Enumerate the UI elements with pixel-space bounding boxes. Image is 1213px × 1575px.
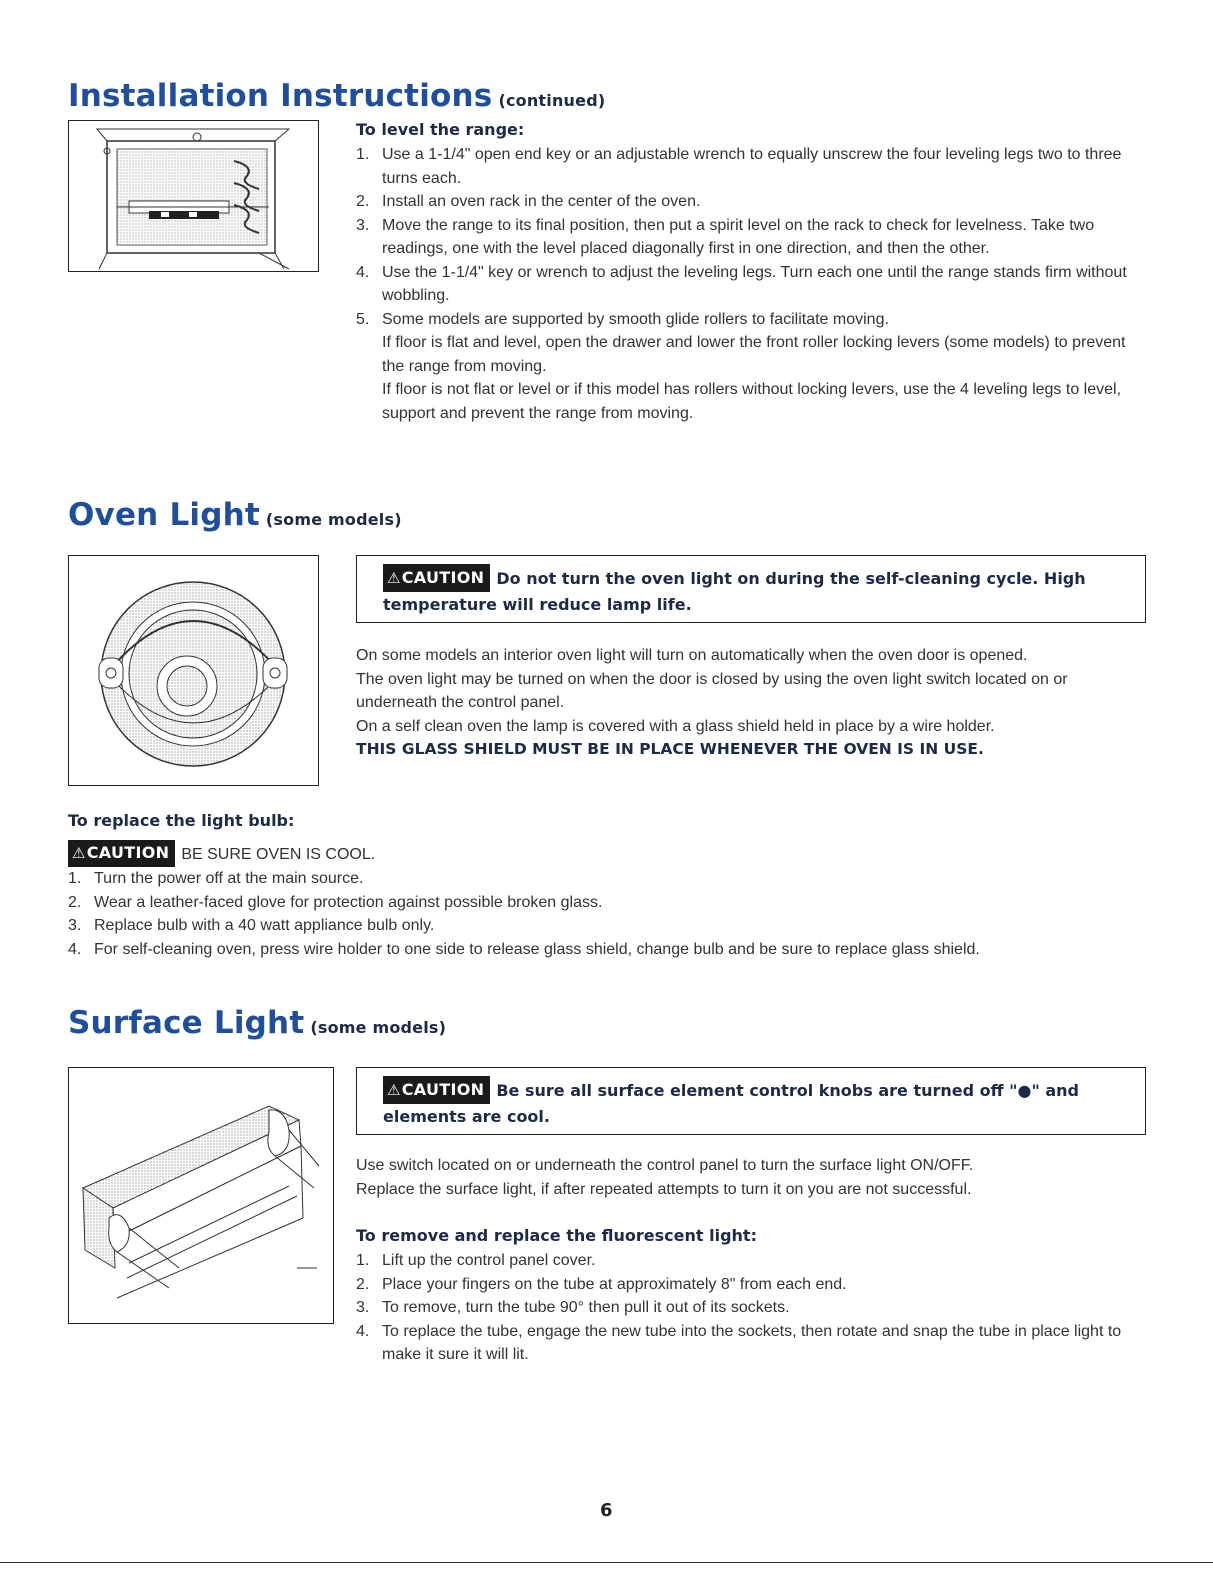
step-text: Some models are supported by smooth glide rollers to facilitate moving. [382,310,889,328]
caution-label: CAUTION [401,1080,485,1099]
caution-label: CAUTION [86,843,170,862]
oven-lamp-drawing [69,556,318,785]
warning-triangle-icon: ⚠ [72,844,86,862]
installation-subtitle: (continued) [498,91,606,110]
oven-interior-drawing [69,121,318,271]
page-number: 6 [600,1500,613,1521]
step-text: Use the 1-1/4" key or wrench to adjust the leveling legs. Turn each one until the range stands firm without wobbling. [382,263,1127,304]
oven-light-subtitle: (some models) [265,510,402,529]
caution-label: CAUTION [401,568,485,587]
list-item [356,1320,1146,1367]
surface-light-caution-message [383,1076,1135,1130]
oven-light-caution-box [356,555,1146,623]
step-number: 4. [68,940,82,958]
oven-light-description [356,644,1146,762]
step-number: 4. [356,263,370,281]
step-number: 2. [356,193,370,210]
caution-text: BE SURE OVEN IS COOL. [181,846,376,863]
list-item [356,308,1146,426]
section-surface-light-title [68,1005,446,1041]
list-item [356,214,1146,261]
fluorescent-tube-drawing [69,1068,333,1323]
section-installation-title [68,78,605,114]
replace-bulb-heading: To replace the light bulb: [68,811,295,830]
step5-floor-level-note: If floor is flat and level, open the drawer and lower the front roller locking levers (some models) to prevent the range from moving. [382,334,1126,375]
step-text: Use a 1-1/4" open end key or an adjustable wrench to equally unscrew the four leveling legs two to three turns each. [382,146,1122,187]
caution-badge [68,840,175,867]
step-number: 3. [356,1299,370,1316]
paragraph: On some models an interior oven light will turn on automatically when the oven door is opened. [356,647,1028,664]
installation-title-text: Installation Instructions [68,78,493,114]
list-item [356,190,1146,214]
step-text: Lift up the control panel cover. [382,1252,596,1269]
step-text: For self-cleaning oven, press wire holder to one side to release glass shield, change bulb and be sure to replace glass shield. [94,940,980,958]
step-text: Move the range to its final position, then put a spirit level on the rack to check for levelness. Take two readings, one with the level placed diagonally first in one direction, and then the other. [382,216,1095,257]
surface-light-caution-box [356,1067,1146,1135]
oven-light-illustration [68,555,319,786]
step-number: 2. [356,1275,370,1293]
surface-light-subtitle: (some models) [310,1018,447,1037]
step-text: Replace bulb with a 40 watt appliance bulb only. [94,917,435,934]
step-number: 3. [356,216,370,234]
oven-light-title-text: Oven Light [68,497,260,533]
glass-shield-warning: THIS GLASS SHIELD MUST BE IN PLACE WHENEVER THE OVEN IS IN USE. [356,740,984,758]
step-number: 1. [68,870,82,887]
step-number: 1. [356,1252,370,1269]
paragraph: On a self clean oven the lamp is covered with a glass shield held in place by a wire holder. [356,717,995,735]
step-number: 4. [356,1322,370,1340]
list-item [356,143,1146,190]
step-number: 2. [68,893,82,911]
list-item [68,914,1158,938]
surface-light-illustration [68,1067,334,1324]
replace-bulb-caution [68,840,375,867]
step-text: To replace the tube, engage the new tube into the sockets, then rotate and snap the tube in place light to make it sure it will lit. [382,1322,1122,1363]
step-text: Turn the power off at the main source. [94,870,364,887]
warning-triangle-icon: ⚠ [387,569,401,587]
step-text: Wear a leather-faced glove for protection against possible broken glass. [94,893,603,911]
fluorescent-heading: To remove and replace the fluorescent light: [356,1226,757,1245]
surface-light-description [356,1154,1146,1201]
fluorescent-steps [356,1249,1146,1367]
paragraph: Replace the surface light, if after repeated attempts to turn it on you are not successful. [356,1180,972,1198]
step-text: Install an oven rack in the center of the oven. [382,193,701,210]
paragraph: Use switch located on or underneath the control panel to turn the surface light ON/OFF. [356,1157,974,1174]
step-number: 1. [356,146,370,163]
page-bottom-rule [0,1562,1213,1563]
section-oven-light-title [68,497,402,533]
caution-badge [383,564,490,592]
surface-light-title-text: Surface Light [68,1005,305,1041]
list-item [356,1249,1146,1273]
list-item [356,1273,1146,1297]
step-text: To remove, turn the tube 90° then pull it out of its sockets. [382,1299,790,1316]
list-item [68,891,1158,915]
oven-rack-illustration [68,120,319,272]
level-range-heading: To level the range: [356,120,525,139]
step-text: Place your fingers on the tube at approximately 8" from each end. [382,1275,847,1293]
paragraph: The oven light may be turned on when the door is closed by using the oven light switch located on or underneath the control panel. [356,670,1068,711]
warning-triangle-icon: ⚠ [387,1081,401,1099]
caution-badge [383,1076,490,1104]
list-item [356,261,1146,308]
oven-light-caution-message [383,564,1135,618]
list-item [68,867,1158,891]
caution-text: Do not turn the oven light on during the self-cleaning cycle. High temperature will reduce lamp life. [383,569,1086,614]
step5-floor-not-level-note: If floor is not flat or level or if this model has rollers without locking levers, use the 4 leveling legs to level, support and prevent the range from moving. [382,381,1122,422]
step-number: 3. [68,917,82,934]
list-item [356,1296,1146,1320]
level-range-steps [356,143,1146,425]
step-number: 5. [356,310,370,328]
replace-bulb-steps [68,867,1158,961]
caution-text: Be sure all surface element control knobs are turned off "●" and elements are cool. [383,1081,1080,1126]
list-item [68,938,1158,962]
